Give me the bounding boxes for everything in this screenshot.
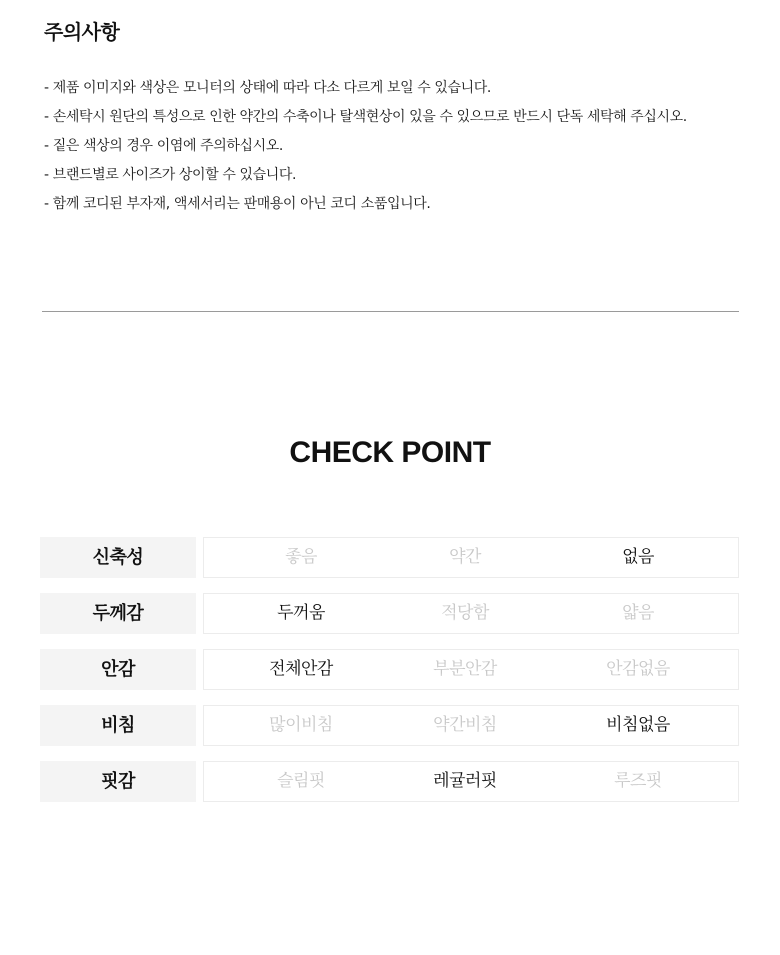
check-point-option: 안감없음: [606, 659, 670, 679]
check-point-label: 핏감: [40, 761, 196, 802]
check-point-options: [203, 537, 739, 578]
check-point-option: 좋음: [285, 547, 317, 567]
check-point-option: 두꺼움: [277, 603, 325, 623]
notice-item: - 함께 코디된 부자재, 액세서리는 판매용이 아닌 코디 소품입니다.: [44, 196, 431, 212]
check-point-option: 없음: [622, 547, 654, 567]
check-point-options: [203, 593, 739, 634]
check-point-row-thickness: [40, 593, 739, 634]
check-point-option: 슬림핏: [277, 771, 325, 791]
check-point-options: [203, 649, 739, 690]
check-point-row-stretch: [40, 537, 739, 578]
check-point-option: 약간비침: [433, 715, 497, 735]
check-point-row-sheerness: [40, 705, 739, 746]
check-point-label: 두께감: [40, 593, 196, 634]
check-point-label: 비침: [40, 705, 196, 746]
check-point-option: 약간: [449, 547, 481, 567]
notice-list: [44, 74, 687, 219]
check-point-title: CHECK POINT: [289, 436, 491, 469]
notice-item: - 손세탁시 원단의 특성으로 인한 약간의 수축이나 탈색현상이 있을 수 있으므로 반드시 단독 세탁해 주십시오.: [44, 109, 687, 125]
check-point-label: 안감: [40, 649, 196, 690]
notice-item: - 제품 이미지와 색상은 모니터의 상태에 따라 다소 다르게 보일 수 있습니다.: [44, 80, 491, 96]
check-point-option: 적당함: [441, 603, 489, 623]
check-point-options: [203, 705, 739, 746]
check-point-option: 부분안감: [433, 659, 497, 679]
check-point-option: 전체안감: [269, 659, 333, 679]
check-point-options: [203, 761, 739, 802]
check-point-row-fit: [40, 761, 739, 802]
check-point-option: 루즈핏: [614, 771, 662, 791]
check-point-option: 레귤러핏: [433, 771, 497, 791]
check-point-option: 많이비침: [269, 715, 333, 735]
section-divider: [42, 311, 739, 312]
check-point-option: 얇음: [622, 603, 654, 623]
notice-title: 주의사항: [44, 20, 120, 44]
check-point-option: 비침없음: [606, 715, 670, 735]
check-point-row-lining: [40, 649, 739, 690]
notice-item: - 브랜드별로 사이즈가 상이할 수 있습니다.: [44, 167, 297, 183]
check-point-label: 신축성: [40, 537, 196, 578]
notice-item: - 짙은 색상의 경우 이염에 주의하십시오.: [44, 138, 283, 154]
